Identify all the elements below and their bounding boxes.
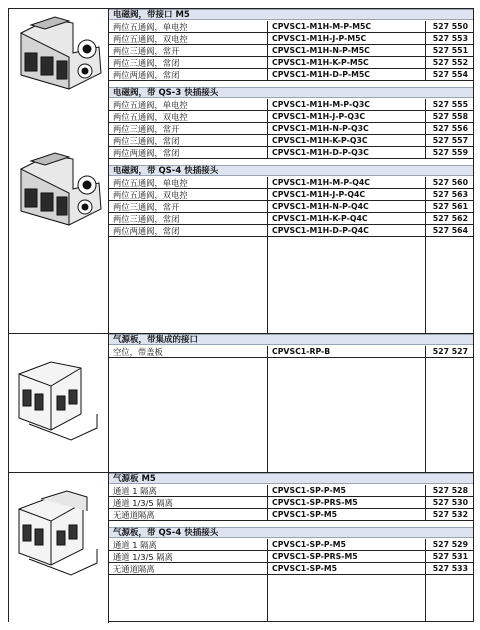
row-part-number: CPVSC1-M1H-K-P-Q3C (267, 135, 425, 146)
table-row (109, 509, 473, 521)
row-order-number: 527 562 (425, 213, 473, 224)
column-divider (425, 237, 426, 333)
row-part-number: CPVSC1-M1H-N-P-M5C (267, 45, 425, 56)
row-order-number: 527 527 (425, 346, 473, 357)
table-row (109, 69, 473, 81)
row-part-number: CPVSC1-M1H-K-P-Q4C (267, 213, 425, 224)
row-description: 通道 1 隔离 (113, 486, 157, 496)
row-part-number: CPVSC1-M1H-N-P-Q3C (267, 123, 425, 134)
column-divider (267, 358, 268, 472)
row-part-number: CPVSC1-M1H-D-P-Q4C (267, 225, 425, 236)
row-description: 两位三通阀，常开 (113, 46, 180, 56)
row-order-number: 527 564 (425, 225, 473, 236)
row-order-number: 527 533 (425, 563, 473, 574)
row-part-number: CPVSC1-SP-M5 (267, 563, 425, 574)
section-header: 气源板，带集成的接口 (109, 334, 473, 345)
table-row (109, 485, 473, 497)
row-part-number: CPVSC1-M1H-D-P-Q3C (267, 147, 425, 158)
column-divider (425, 358, 426, 472)
row-order-number: 527 531 (425, 551, 473, 562)
table-row (109, 539, 473, 551)
table-row (109, 563, 473, 575)
row-description: 无通道隔离 (113, 564, 155, 574)
table-row (109, 177, 473, 189)
row-order-number: 527 530 (425, 497, 473, 508)
table-row (109, 225, 473, 237)
row-description: 两位五通阀，双电控 (113, 34, 188, 44)
row-description: 两位三通阀，常闭 (113, 214, 180, 224)
row-order-number: 527 560 (425, 177, 473, 188)
row-order-number: 527 559 (425, 147, 473, 158)
row-order-number: 527 558 (425, 111, 473, 122)
table-row (109, 111, 473, 123)
row-description: 两位五通阀，双电控 (113, 190, 188, 200)
row-part-number: CPVSC1-SP-P-M5 (267, 485, 425, 496)
row-order-number: 527 557 (425, 135, 473, 146)
table-row (109, 201, 473, 213)
column-divider (267, 575, 268, 622)
row-description: 两位五通阀，单电控 (113, 22, 188, 32)
row-part-number: CPVSC1-RP-B (267, 346, 425, 357)
row-order-number: 527 561 (425, 201, 473, 212)
row-part-number: CPVSC1-M1H-M-P-M5C (267, 21, 425, 32)
row-description: 两位两通阀，常闭 (113, 70, 180, 80)
solenoid-valve-block (9, 9, 473, 334)
table-row (109, 57, 473, 69)
solenoid-valve-image-2 (11, 149, 107, 249)
block-content (109, 473, 473, 623)
column-divider (425, 575, 426, 622)
table-row (109, 497, 473, 509)
table-row (109, 346, 473, 358)
row-part-number: CPVSC1-M1H-J-P-Q4C (267, 189, 425, 200)
product-image-cell (9, 473, 109, 623)
table-row (109, 189, 473, 201)
row-order-number: 527 556 (425, 123, 473, 134)
table-row (109, 33, 473, 45)
section-header: 电磁阀，带 QS-3 快插接头 (109, 87, 473, 98)
supply-plate-image (11, 487, 107, 587)
table-row (109, 21, 473, 33)
row-description: 两位三通阀，常闭 (113, 136, 180, 146)
row-part-number: CPVSC1-SP-PRS-M5 (267, 551, 425, 562)
table-row (109, 45, 473, 57)
ordering-table (8, 8, 474, 622)
column-divider (267, 237, 268, 333)
row-part-number: CPVSC1-M1H-N-P-Q4C (267, 201, 425, 212)
table-row (109, 123, 473, 135)
row-order-number: 527 553 (425, 33, 473, 44)
row-description: 两位三通阀，常开 (113, 124, 180, 134)
row-order-number: 527 555 (425, 99, 473, 110)
row-description: 两位五通阀，单电控 (113, 178, 188, 188)
row-part-number: CPVSC1-SP-P-M5 (267, 539, 425, 550)
row-description: 无通道隔离 (113, 510, 155, 520)
row-description: 两位五通阀，双电控 (113, 112, 188, 122)
row-description: 通道 1/3/5 隔离 (113, 498, 173, 508)
row-part-number: CPVSC1-M1H-D-P-M5C (267, 69, 425, 80)
row-description: 两位三通阀，常闭 (113, 58, 180, 68)
row-description: 两位三通阀，常开 (113, 202, 180, 212)
section-header: 气源板 M5 (109, 473, 473, 484)
row-order-number: 527 552 (425, 57, 473, 68)
block-content (109, 9, 473, 333)
row-description: 通道 1/3/5 隔离 (113, 552, 173, 562)
row-order-number: 527 550 (425, 21, 473, 32)
row-part-number: CPVSC1-SP-M5 (267, 509, 425, 520)
blank-plate-image (11, 354, 107, 454)
blank-plate-block (9, 334, 473, 473)
row-description: 两位五通阀，单电控 (113, 100, 188, 110)
row-order-number: 527 551 (425, 45, 473, 56)
product-image-cell (9, 334, 109, 472)
row-part-number: CPVSC1-M1H-J-P-M5C (267, 33, 425, 44)
row-part-number: CPVSC1-M1H-K-P-M5C (267, 57, 425, 68)
section-header: 气源板，带 QS-4 快插接头 (109, 527, 473, 538)
row-part-number: CPVSC1-M1H-M-P-Q3C (267, 99, 425, 110)
solenoid-valve-image-1 (11, 13, 107, 113)
row-part-number: CPVSC1-SP-PRS-M5 (267, 497, 425, 508)
row-order-number: 527 554 (425, 69, 473, 80)
table-row (109, 99, 473, 111)
section-header: 电磁阀，带 QS-4 快插接头 (109, 165, 473, 176)
row-description: 空位，带盖板 (113, 347, 163, 357)
table-row (109, 551, 473, 563)
row-description: 通道 1 隔离 (113, 540, 157, 550)
table-row (109, 213, 473, 225)
row-order-number: 527 529 (425, 539, 473, 550)
row-description: 两位两通阀，常闭 (113, 226, 180, 236)
row-order-number: 527 528 (425, 485, 473, 496)
supply-plate-block (9, 473, 473, 623)
table-row (109, 147, 473, 159)
row-part-number: CPVSC1-M1H-M-P-Q4C (267, 177, 425, 188)
row-order-number: 527 563 (425, 189, 473, 200)
block-content (109, 334, 473, 472)
section-header: 电磁阀，带接口 M5 (109, 9, 473, 20)
table-row (109, 135, 473, 147)
product-image-cell (9, 9, 109, 333)
row-order-number: 527 532 (425, 509, 473, 520)
row-part-number: CPVSC1-M1H-J-P-Q3C (267, 111, 425, 122)
row-description: 两位两通阀，常闭 (113, 148, 180, 158)
